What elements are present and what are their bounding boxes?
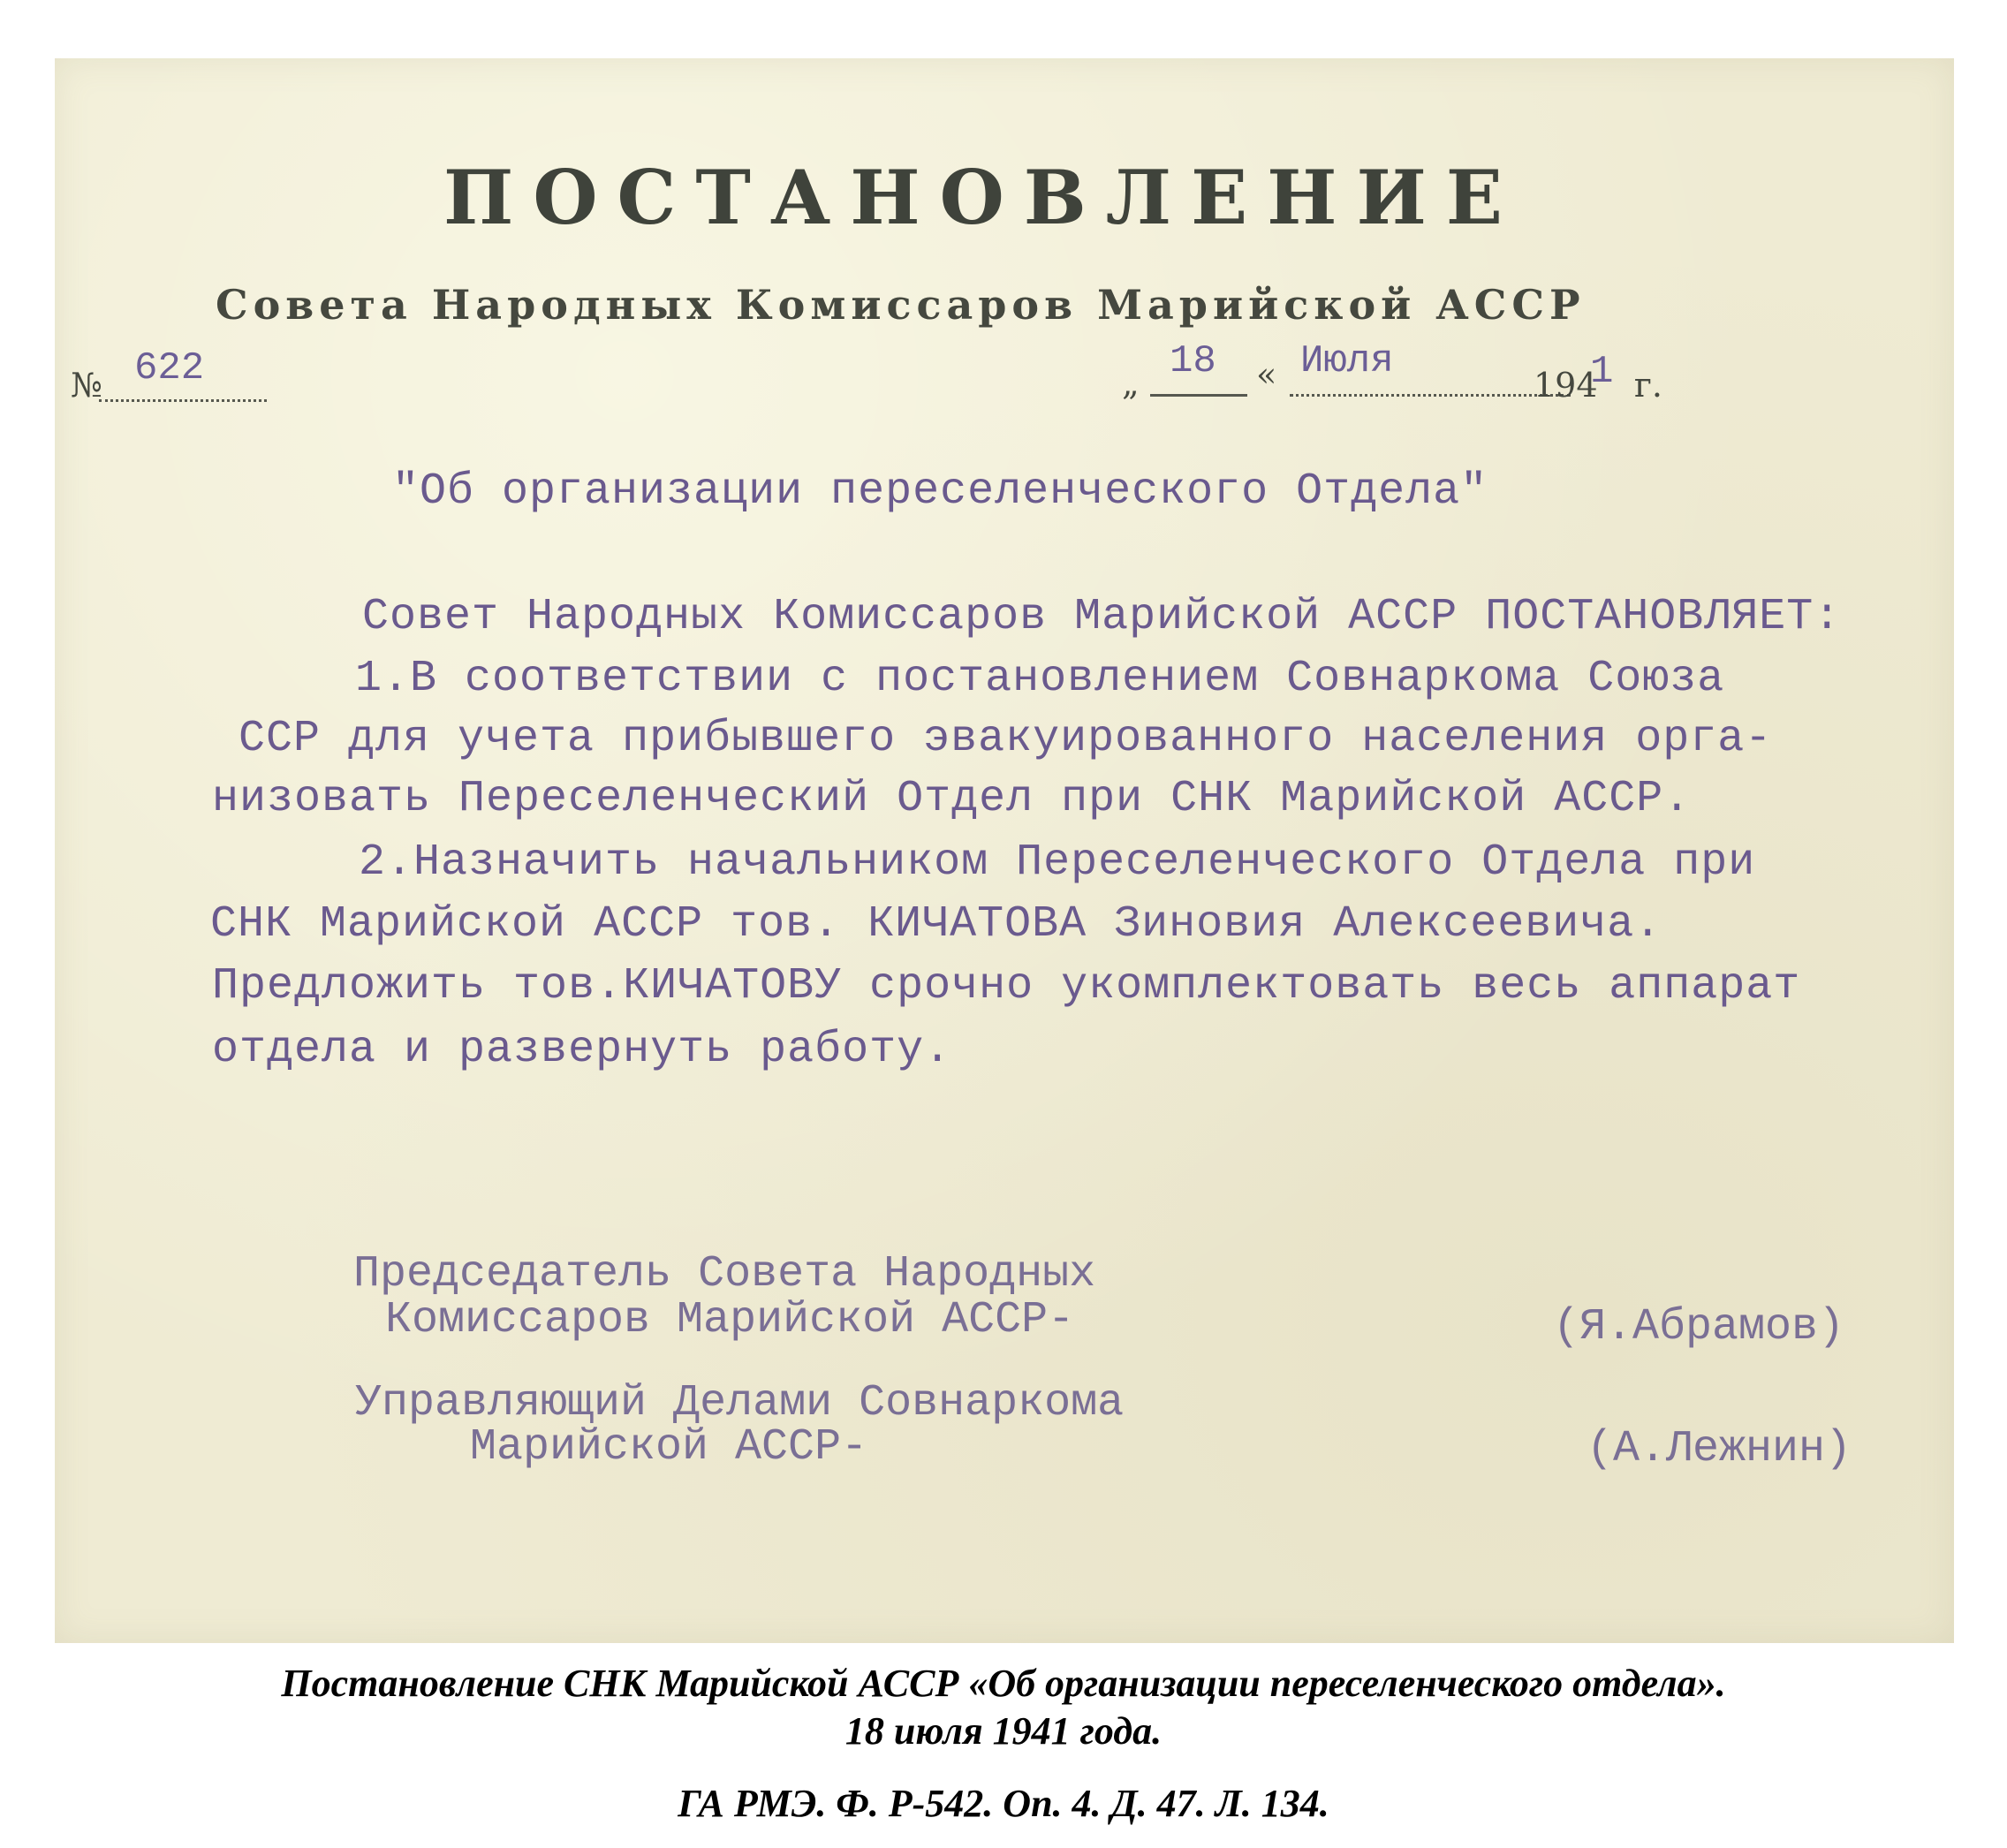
signatory-name: (Я.Абрамов) — [1553, 1302, 1845, 1352]
signatory-position-line: Председатель Совета Народных — [353, 1249, 1096, 1299]
body-line: низовать Переселенческий Отдел при СНК Марийской АССР. — [212, 774, 1692, 824]
date-open-quote: „ — [1122, 364, 1140, 403]
date-year-suffix: г. — [1634, 366, 1662, 405]
signatory-position-line: Комиссаров Марийской АССР- — [385, 1295, 1075, 1345]
document-subject: "Об организации переселенческого Отдела" — [392, 466, 1488, 517]
caption-title: Постановление СНК Марийской АССР «Об организации переселенческого отдела». — [281, 1662, 1726, 1705]
day-underline — [1150, 394, 1247, 397]
signatory-name: (А.Лежнин) — [1587, 1424, 1852, 1474]
body-line: отдела и развернуть работу. — [212, 1025, 952, 1075]
document-number: 622 — [134, 346, 205, 390]
date-close-quote: « — [1256, 355, 1277, 394]
caption-source: ГА РМЭ. Ф. Р-542. Оп. 4. Д. 47. Л. 134. — [678, 1782, 1329, 1825]
document-sheet — [55, 58, 1954, 1643]
signatory-position-line: Управляющий Делами Совнаркома — [355, 1378, 1125, 1428]
body-line: СНК Марийской АССР тов. КИЧАТОВА Зиновия Алексеевича. — [210, 899, 1662, 950]
number-label: № — [71, 366, 102, 405]
body-line: Предложить тов.КИЧАТОВУ срочно укомплектовать весь аппарат — [212, 961, 1801, 1011]
body-line: 1.В соответствии с постановлением Совнаркома Союза — [355, 654, 1725, 704]
body-line: 2.Назначить начальником Переселенческого Отдела при — [359, 837, 1756, 888]
body-line: Совет Народных Комиссаров Марийской АССР ПОСТАНОВЛЯЕТ: — [362, 592, 1842, 642]
document-issuer: Совета Народных Комиссаров Марийской АССР — [216, 281, 1586, 329]
date-day: 18 — [1170, 339, 1216, 383]
date-month: Июля — [1300, 339, 1394, 383]
signatory-position-line: Марийской АССР- — [470, 1422, 868, 1473]
number-underline — [99, 399, 267, 402]
date-year-digit: 1 — [1590, 350, 1614, 394]
document-title: ПОСТАНОВЛЕНИЕ — [443, 154, 1522, 241]
body-line: ССР для учета прибывшего эвакуированного населения орга- — [239, 714, 1773, 764]
month-underline — [1290, 394, 1571, 397]
date-year-prefix: 194 — [1534, 366, 1598, 405]
caption-date: 18 июля 1941 года. — [844, 1709, 1163, 1753]
